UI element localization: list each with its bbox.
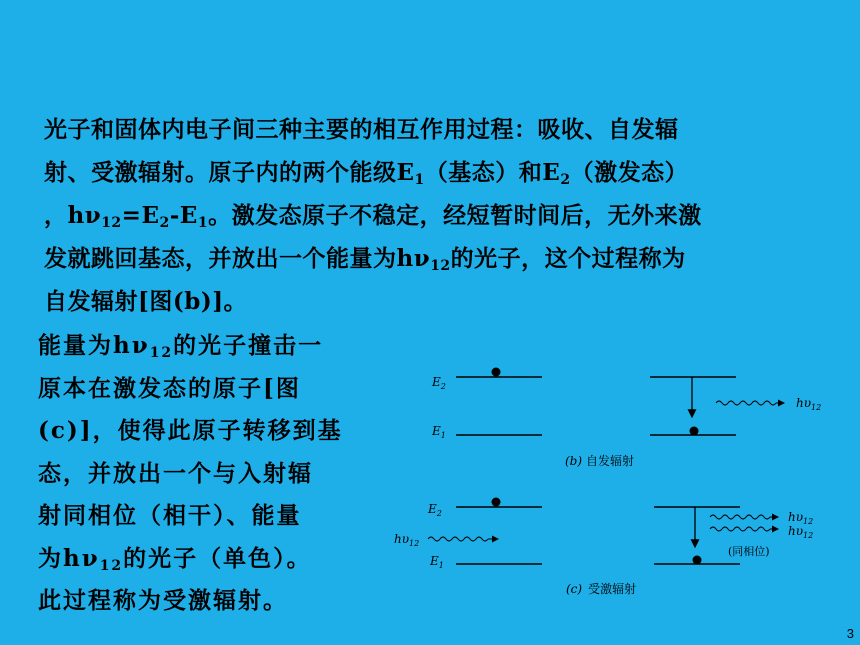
in-phase-label: (同相位) — [728, 545, 770, 558]
b-electron-lower — [690, 427, 699, 436]
para2-line-4: 态，并放出一个与入射辐 — [38, 459, 313, 487]
c-e1-label: $E_1$ — [430, 554, 444, 570]
para2-line-2: 原本在激发态的原子[图 — [38, 374, 301, 402]
caption-b: (b) 自发辐射 — [565, 454, 635, 468]
para2-line-6: 为$h\nu_{12}$的光子（单色）。 — [38, 544, 312, 574]
c-photon-wave-1 — [710, 515, 770, 519]
c-photon-label-2: $h\upsilon_{12}$ — [788, 524, 814, 540]
b-e2-label: $E_2$ — [432, 375, 446, 391]
energy-level-svg — [390, 355, 840, 605]
para1-line-3: ，$h\nu_{12}=E_2-E_1$。激发态原子不稳定，经短暂时间后，无外来激 — [44, 202, 702, 231]
page-number: 3 — [846, 626, 854, 641]
c-incoming-photon-wave — [428, 537, 488, 541]
para1-line-1: 光子和固体内电子间三种主要的相互作用过程：吸收、自发辐 — [44, 116, 679, 143]
c-e2-label: $E_2$ — [428, 502, 442, 518]
para1-line-2: 射、受激辐射。原子内的两个能级$E_1$（基态）和$E_2$（激发态） — [44, 159, 689, 188]
paragraph-intro — [44, 108, 834, 323]
para2-line-5: 射同相位（相干）、能量 — [38, 502, 302, 529]
c-incoming-photon-label: $h\upsilon_{12}$ — [394, 532, 420, 548]
energy-level-diagram — [390, 355, 840, 605]
para2-line-7: 此过程称为受激辐射。 — [38, 587, 288, 614]
c-electron-upper — [492, 498, 501, 507]
para1-line-4: 发就跳回基态，并放出一个能量为$h\nu_{12}$的光子，这个过程称为 — [44, 245, 686, 274]
c-photon-label-1: $h\upsilon_{12}$ — [788, 510, 814, 526]
paragraph-stimulated — [38, 325, 378, 623]
para1-line-5: 自发辐射[图(b)]。 — [44, 288, 248, 315]
c-electron-lower — [693, 556, 702, 565]
caption-c: (c) 受激辐射 — [566, 582, 637, 596]
b-photon-label: $h\upsilon_{12}$ — [796, 396, 822, 412]
b-e1-label: $E_1$ — [432, 424, 446, 440]
para2-line-1: 能量为$h\nu_{12}$的光子撞击一 — [38, 332, 324, 361]
para2-line-3: (c)]，使得此原子转移到基 — [38, 417, 343, 444]
b-emitted-photon-wave — [716, 401, 776, 405]
b-electron-upper — [492, 368, 501, 377]
c-photon-wave-2 — [710, 527, 770, 531]
